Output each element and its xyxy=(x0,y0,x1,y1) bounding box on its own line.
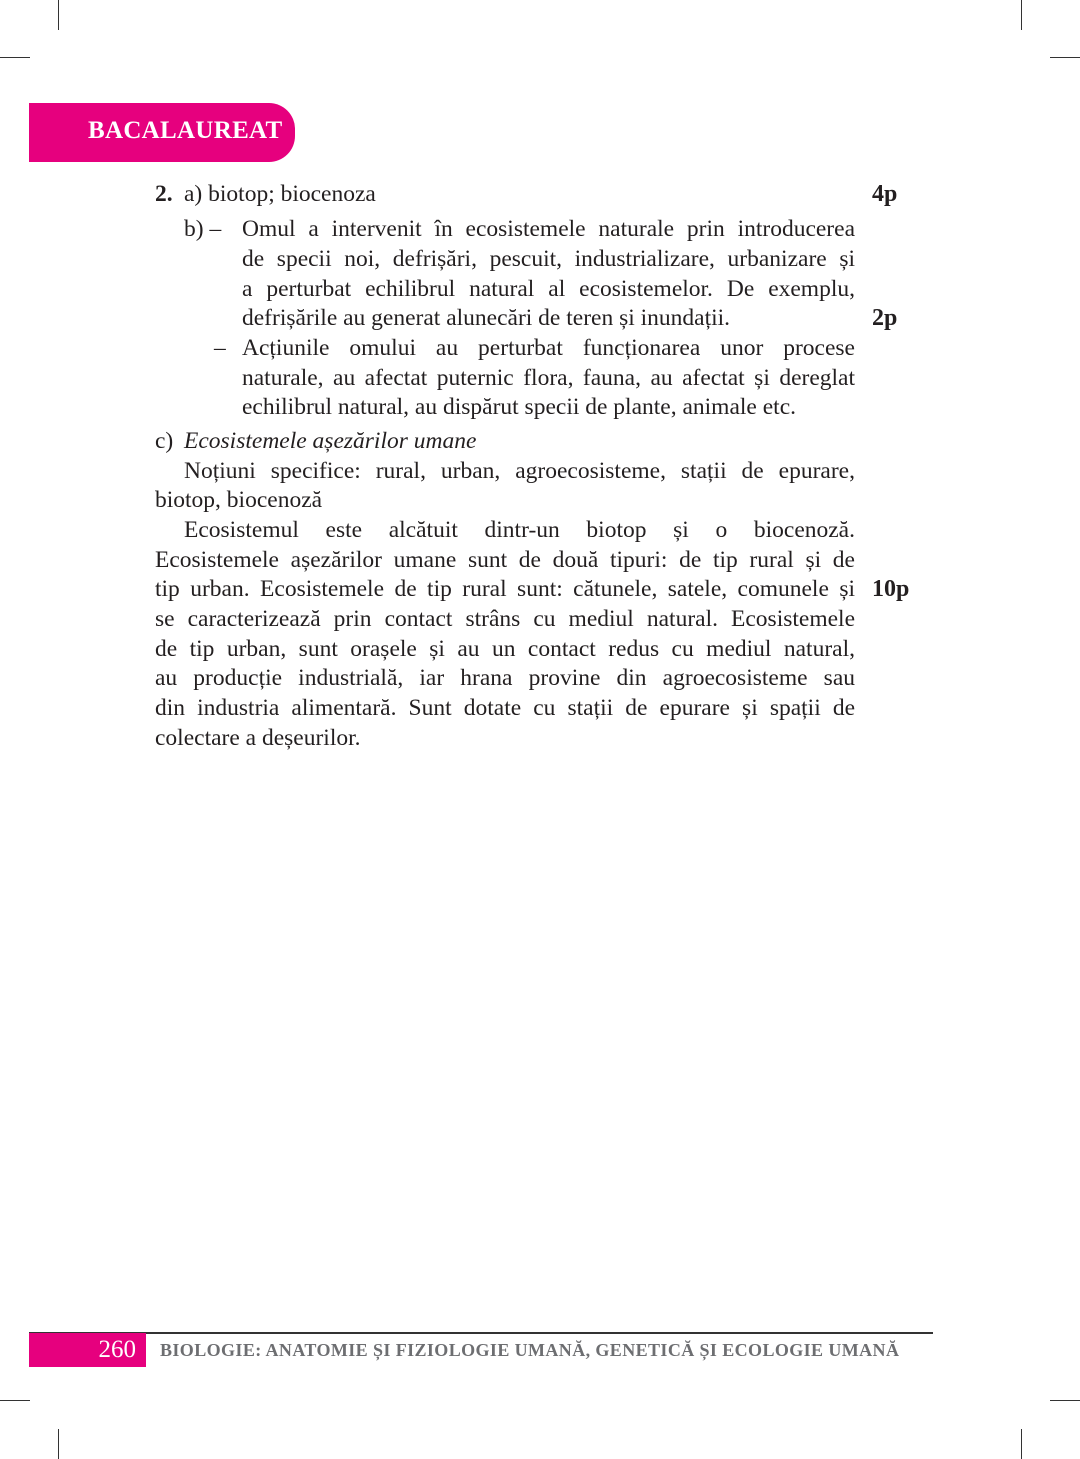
answer-b-label: b) – xyxy=(184,216,222,242)
page-number-box xyxy=(29,1333,146,1367)
page-number: 260 xyxy=(98,1336,136,1363)
crop-mark xyxy=(1050,1400,1080,1401)
footer-title: BIOLOGIE: ANATOMIE ȘI FIZIOLOGIE UMANĂ, GENETICĂ ȘI ECOLOGIE UMANĂ xyxy=(160,1340,900,1360)
answer-b-line: defrișările au generat alunecări de teren și inundații. xyxy=(242,305,731,331)
answer-c-line: Ecosistemele așezărilor umane sunt de două tipuri: de tip rural și de xyxy=(155,547,855,573)
answer-c-line: colectare a deșeurilor. xyxy=(155,725,361,751)
crop-mark xyxy=(0,57,30,58)
section-header-badge xyxy=(29,103,295,162)
answer-c-label: c) xyxy=(155,428,174,454)
answer-c-line: se caracterizează prin contact strâns cu mediul natural. Ecosistemele xyxy=(155,606,855,632)
crop-mark xyxy=(1021,0,1022,30)
answer-c-line: din industria alimentară. Sunt dotate cu stații de epurare și spații de xyxy=(155,695,855,721)
crop-mark xyxy=(1021,1429,1022,1459)
answer-b-line: Omul a intervenit în ecosistemele naturale prin introducerea xyxy=(242,216,855,242)
score-a: 4p xyxy=(872,181,898,207)
answer-b2-line: naturale, au afectat puternic flora, fauna, au afectat și dereglat xyxy=(242,365,855,391)
footer-rule xyxy=(29,1332,933,1334)
answer-b2-line: echilibrul natural, au dispărut specii de plante, animale etc. xyxy=(242,394,796,420)
answer-c-line: Ecosistemul este alcătuit dintr-un biotop și o biocenoză. xyxy=(184,517,855,543)
score-b: 2p xyxy=(872,305,898,331)
answer-c-line: au producție industrială, iar hrana provine din agroecosisteme sau xyxy=(155,665,855,691)
answer-b2-dash: – xyxy=(214,335,226,361)
crop-mark xyxy=(1050,57,1080,58)
section-header-label: BACALAUREAT xyxy=(88,117,283,144)
score-c: 10p xyxy=(872,576,910,602)
answer-b2-line: Acțiunile omului au perturbat funcționarea unor procese xyxy=(242,335,855,361)
answer-b-line: a perturbat echilibrul natural al ecosistemelor. De exemplu, xyxy=(242,276,855,302)
answer-a: a) biotop; biocenoza xyxy=(184,181,376,207)
answer-c-line: biotop, biocenoză xyxy=(155,487,323,513)
crop-mark xyxy=(0,1400,30,1401)
answer-b-line: de specii noi, defrișări, pescuit, industrializare, urbanizare și xyxy=(242,246,855,272)
answer-c-line: Noțiuni specifice: rural, urban, agroecosisteme, stații de epurare, xyxy=(184,458,855,484)
answer-c-title: Ecosistemele așezărilor umane xyxy=(184,428,477,454)
answer-c-line: de tip urban, sunt orașele și au un contact redus cu mediul natural, xyxy=(155,636,855,662)
answer-c-line: tip urban. Ecosistemele de tip rural sunt: cătunele, satele, comunele și xyxy=(155,576,855,602)
question-number: 2. xyxy=(155,181,173,207)
crop-mark xyxy=(58,1429,59,1459)
crop-mark xyxy=(58,0,59,30)
